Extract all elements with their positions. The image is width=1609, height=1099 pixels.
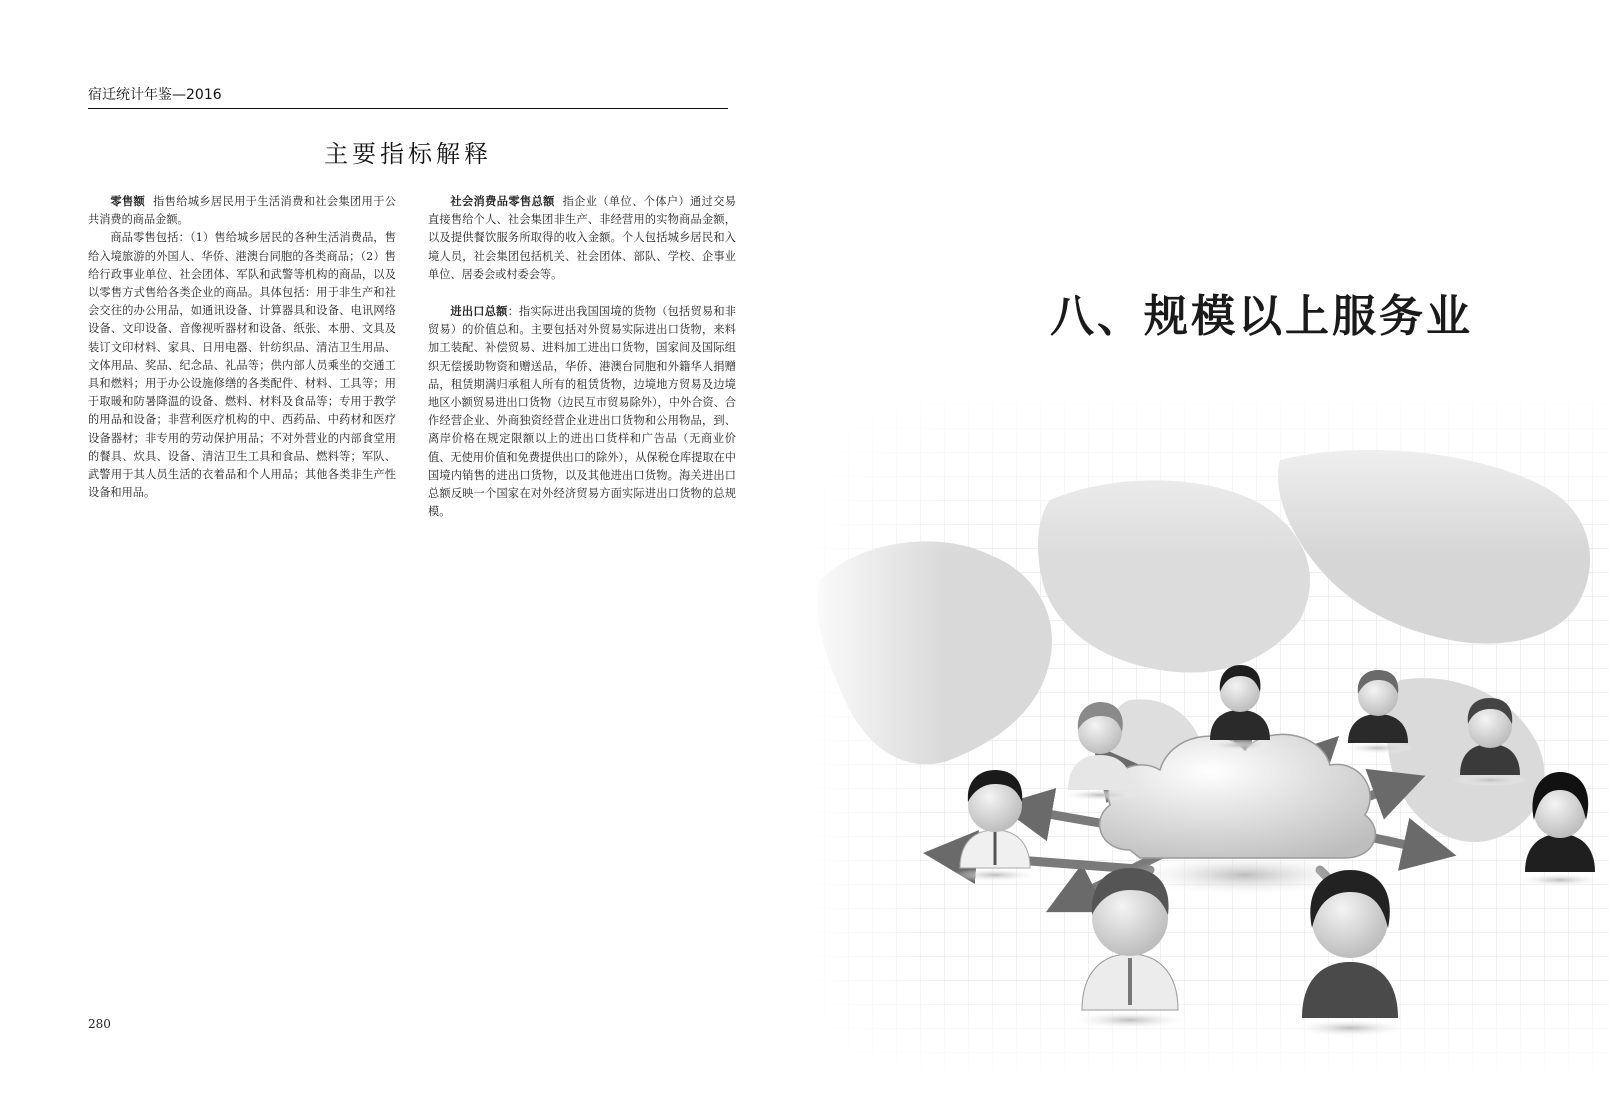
chapter-title: 八、规模以上服务业	[1050, 291, 1473, 342]
left-page	[0, 0, 800, 1099]
text-column-left	[88, 192, 396, 502]
definition-import-export: ：指实际进出我国国境的货物（包括贸易和非贸易）的价值总和。主要包括对外贸易实际进出口货物，来料加工装配、补偿贸易、进料加工进出口货物，国家间及国际组织无偿援助物资和赠送品，华侨、港澳台同胞和外籍华人捐赠品，租赁期满归承租人所有的租赁货物，边境地方贸易及边境地区小额贸易进出口货物（边民互市贸易除外），中外合资、合作经营企业、外商独资经营企业进出口货物和公用物品，到、离岸价格在规定限额以上的进出口货样和广告品（无商业价值、无使用价值和免费提供出口的除外），从保税仓库提取在中国境内销售的进出口货物，以及其他进出口货物。海关进出口总额反映一个国家在对外经济贸易方面实际进出口货物的总规模。	[428, 305, 736, 519]
running-header: 宿迁统计年鉴—2016	[88, 84, 728, 109]
paragraph-total-retail-sales	[428, 192, 736, 284]
definition-retail-sales: 指售给城乡居民用于生活消费和社会集团用于公共消费的商品金额。	[88, 195, 396, 227]
paragraph-retail-sales	[88, 192, 396, 229]
term-import-export: 进出口总额	[450, 304, 508, 319]
term-total-retail-sales: 社会消费品零售总额	[450, 194, 555, 208]
definition-total-retail-sales: 指企业（单位、个体户）通过交易直接售给个人、社会集团非生产、非经营用的实物商品金额，以及提供餐饮服务所取得的收入金额。个人包括城乡居民和入境人员，社会集团包括机关、社会团体、部队、学校、企事业单位、居委会或村委会等。	[428, 195, 736, 281]
paragraph-import-export	[428, 302, 736, 521]
page-number: 280	[88, 1017, 111, 1031]
term-retail-sales: 零售额	[110, 194, 146, 208]
network-illustration	[800, 380, 1609, 1080]
section-title: 主要指标解释	[324, 140, 492, 168]
paragraph-retail-items: 商品零售包括：（1）售给城乡居民的各种生活消费品，售给入境旅游的外国人、华侨、港澳台同胞的各类商品；（2）售给行政事业单位、社会团体、军队和武警等机构的商品，以及以零售方式售给各类企业的商品。具体包括：用于非生产和社会交往的办公用品，如通讯设备、计算器具和设备、电讯网络设备、文印设备、音像视听器材和设备、纸张、本册、文具及装订文印材料、家具、日用电器、针纺织品、清洁卫生用品、文体用品、奖品、纪念品、礼品等；供内部人员乘坐的交通工具和燃料；用于办公设施修缮的各类配件、材料、工具等；用于取暖和防暑降温的设备、燃料、材料及食品等；专用于教学的用品和设备；非营利医疗机构的中、西药品、中药材和医疗设备器材；非专用的劳动保护用品；不对外营业的内部食堂用的餐具、炊具、设备、清洁卫生工具和食品、燃料等；军队、武警用于其人员生活的衣着品和个人用品；其他各类非生产性设备和用品。	[88, 231, 396, 500]
text-column-right	[428, 192, 736, 521]
right-page	[800, 0, 1609, 1099]
